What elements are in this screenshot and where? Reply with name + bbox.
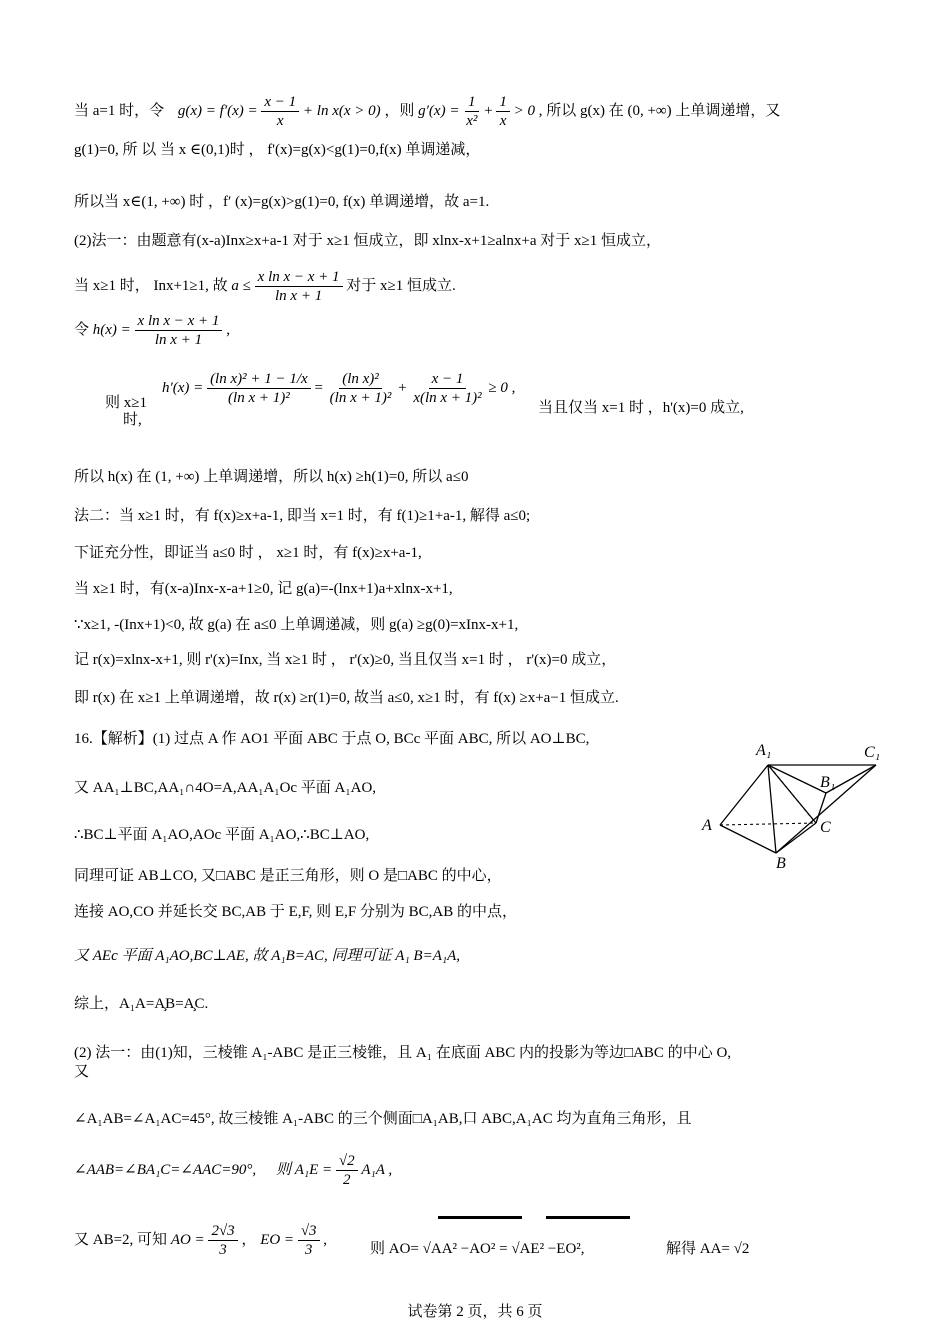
line-16: 又 AA₁⊥BC,AA₁∩4O=A,AA₁A₁Oc 平面 A₁AO,	[74, 780, 377, 796]
hp-fraction-2: $\frac{\text{(ln x)²}}{\text{(ln x + 1)²}}$	[329, 371, 392, 406]
gp-lhs: g′(x) =	[418, 102, 460, 119]
line-25-text-d: 解得 AA= √2	[666, 1241, 750, 1257]
gp-plus: +	[484, 102, 493, 119]
line-5-text-a: 当 x≥1 时， Inx+1≥1, 故	[74, 277, 228, 294]
prism-figure	[690, 735, 890, 875]
line-6-text-a: 令	[74, 321, 90, 338]
line-7-b: 当且仅当 x=1 时 ，h'(x)=0 成立,	[538, 400, 744, 416]
gp-rhs: > 0	[513, 102, 535, 119]
line-5-text-b: 对于 x≥1 恒成立.	[346, 277, 456, 294]
label-A: A	[702, 817, 712, 834]
hp-lhs: h′(x) =	[162, 379, 204, 396]
line-24-text-b: 则	[275, 1161, 291, 1178]
edge-B-C	[776, 823, 816, 853]
line-25-sep: ，	[241, 1231, 257, 1248]
line-19: 连接 AO,CO 并延长交 BC,AB 于 E,F, 则 E,F 分别为 BC,AB 的中点，	[74, 904, 518, 920]
line-10: 下证充分性，即证当 a≤0 时 ， x≥1 时，有 f(x)≥x+a-1,	[74, 545, 422, 561]
line-5	[74, 268, 456, 305]
line-4: (2)法一：由题意有(x-a)Inx≥x+a-1 对于 x≥1 恒成立，即 xlnx-x+1≥alnx+a 对于 x≥1 恒成立，	[74, 233, 661, 249]
a1e-fraction: $\frac{√2}{2}$	[336, 1152, 358, 1189]
hidden-edge-A-C	[720, 823, 816, 825]
sqrt-overbar-1	[438, 1216, 522, 1219]
line-5-lhs: a ≤	[231, 277, 251, 294]
line-25-text-b: ,	[323, 1231, 328, 1248]
line-1	[74, 93, 780, 130]
g-lhs: g(x) = f′(x) =	[177, 102, 258, 119]
line-6-text-b: ,	[226, 321, 230, 338]
eo-lhs: EO =	[260, 1231, 295, 1248]
line-15: 16.【解析】(1) 过点 A 作 AO1 平面 ABC 于点 O, BCc 平面 ABC, 所以 AO⊥BC,	[74, 731, 590, 747]
page-footer: 试卷第 2 页，共 6 页	[407, 1304, 543, 1320]
line-1-text-d: , 所以 g(x) 在 (0, +∞) 上单调递增，又	[538, 102, 781, 119]
ao-fraction: $\frac{2√3}{3}$	[208, 1222, 237, 1259]
line-25-text-c: 则 AO= √AA² −AO² = √AE² −EO²,	[370, 1241, 585, 1257]
line-8: 所以 h(x) 在 (1, +∞) 上单调递增，所以 h(x) ≥h(1)=0, 所以 a≤0	[74, 469, 469, 485]
line-5-fraction: $\frac{\text{x ln x − x + 1}}{\text{ln x + 1}}$	[255, 268, 343, 305]
line-24	[74, 1152, 392, 1189]
line-7	[162, 370, 515, 407]
line-22b: 又	[74, 1064, 90, 1080]
line-20: 又 AEc 平面 A₁AO,BC⊥AE, 故 A₁B=AC, 同理可证 A₁ B=A₁A,	[74, 948, 460, 964]
edge-A1-B1	[768, 765, 826, 793]
edge-A1-A	[720, 765, 768, 825]
g-rhs: + ln x(x > 0)	[302, 102, 381, 119]
gp-fraction-2: $\frac{1}{x}$	[496, 93, 510, 130]
line-3: 所以当 x∈(1, +∞) 时 ，f′ (x)=g(x)>g(1)=0, f(x) 单调递增，故 a=1.	[74, 194, 490, 210]
hp-plus: +	[398, 379, 407, 396]
line-18: 同理可证 AB⊥CO, 又□ABC 是正三角形，则 O 是□ABC 的中心，	[74, 868, 502, 884]
line-1-text-a: 当 a=1 时，令	[74, 102, 165, 119]
label-B1: B₁	[820, 774, 836, 791]
ao-lhs: AO =	[170, 1231, 205, 1248]
line-21: 综上，A₁A=A̧B=A̧C.	[74, 996, 209, 1012]
line-24-text-a: ∠AAB=∠BA₁C=∠AAC=90°,	[74, 1161, 257, 1178]
line-7-prefix	[105, 395, 147, 429]
g-fraction: $\frac{x - 1}{x}$	[261, 93, 299, 130]
line-11: 当 x≥1 时，有(x-a)Inx-x-a+1≥0, 记 g(a)=-(lnx+1)a+xlnx-x+1,	[74, 581, 453, 597]
edge-A1-B	[768, 765, 776, 853]
h-fraction: $\frac{\text{x ln x − x + 1}}{\text{ln x + 1}}$	[135, 312, 223, 349]
line-1-text-c: ，则	[384, 102, 415, 119]
line-14: 即 r(x) 在 x≥1 上单调递增，故 r(x) ≥r(1)=0, 故当 a≤0, x≥1 时，有 f(x) ≥x+a−1 恒成立.	[74, 690, 619, 706]
hp-ge: ≥ 0 ,	[488, 379, 516, 396]
line-7-a2: 时,	[123, 412, 142, 428]
label-A1: A₁	[756, 742, 772, 759]
line-9: 法二：当 x≥1 时，有 f(x)≥x+a-1, 即当 x=1 时，有 f(1)≥1+a-1, 解得 a≤0;	[74, 508, 531, 524]
line-22a: (2) 法一：由(1)知，三棱锥 A₁-ABC 是正三棱锥，且 A₁ 在底面 ABC 内的投影为等边□ABC 的中心 O,	[74, 1045, 732, 1061]
line-17: ∴BC⊥平面 A₁AO,AOc 平面 A₁AO,∴BC⊥AO,	[74, 827, 370, 843]
edge-A-B	[720, 825, 776, 853]
a1e-rhs: A₁A ,	[361, 1161, 393, 1178]
a1e-lhs: A₁E =	[294, 1161, 333, 1178]
gp-fraction-1: $\frac{1}{\text{x²}}$	[466, 94, 478, 129]
line-7-a1: 则 x≥1	[105, 395, 147, 411]
hp-fraction-3: $\frac{x - 1}{\text{x(ln x + 1)²}}$	[413, 371, 482, 406]
label-C1: C₁	[864, 744, 881, 761]
label-B: B	[776, 855, 786, 872]
line-2: g(1)=0, 所 以 当 x ∈(0,1)时 ， f'(x)=g(x)<g(1)=0,f(x) 单调递减，	[74, 142, 481, 158]
sqrt-overbar-2	[546, 1216, 630, 1219]
line-13: 记 r(x)=xlnx-x+1, 则 r'(x)=Inx, 当 x≥1 时 ， r'(x)≥0, 当且仅当 x=1 时 ， r'(x)=0 成立，	[74, 652, 617, 668]
line-6	[74, 312, 230, 349]
line-12: ∵x≥1, -(Inx+1)<0, 故 g(a) 在 a≤0 上单调递减，则 g(a) ≥g(0)=xInx-x+1,	[74, 617, 519, 633]
line-23: ∠A₁AB=∠A₁AC=45°, 故三棱锥 A₁-ABC 的三个侧面□A₁AB,口 ABC,A₁AC 均为直角三角形，且	[74, 1111, 692, 1127]
hp-eq: =	[314, 379, 323, 396]
line-25-text-a: 又 AB=2, 可知	[74, 1231, 168, 1248]
eo-fraction: $\frac{√3}{3}$	[298, 1222, 320, 1259]
line-25	[74, 1222, 327, 1259]
h-lhs: h(x) =	[92, 321, 131, 338]
label-C: C	[820, 819, 831, 836]
hp-fraction-1: $\frac{\text{(ln x)² + 1 − 1/x}}{\text{(ln x + 1)²}}$	[207, 370, 311, 407]
